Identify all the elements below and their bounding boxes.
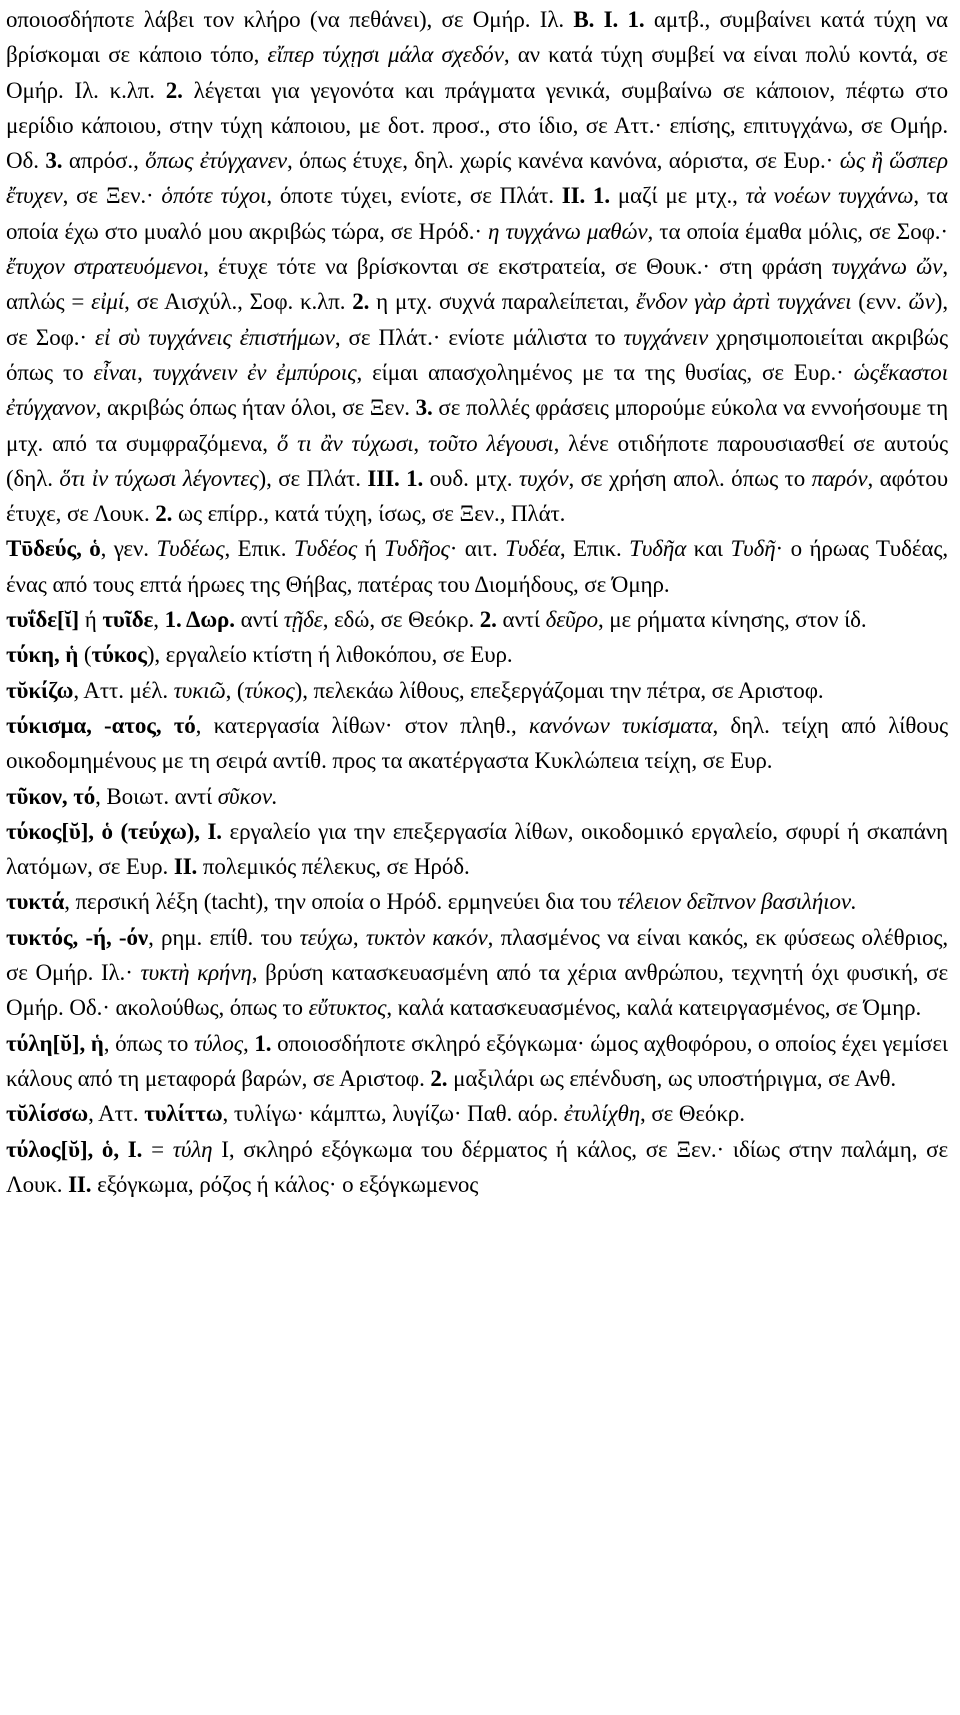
italic-term: τύλος bbox=[193, 1030, 244, 1056]
bold-term: 2. bbox=[352, 289, 370, 315]
entry-text: , bbox=[137, 359, 153, 385]
entry-text: αντί bbox=[234, 607, 284, 633]
entry-text: , όποτε τύχει, ενίοτε, σε Πλάτ. bbox=[266, 183, 562, 209]
italic-term: τυγχάνειν bbox=[623, 324, 709, 350]
entry-text: λέγεται για γεγονότα και πράγματα γενικά, συμβαίνω σε κάποιον, πέφτω στο μερίδιο κάποιου, στην τύχη κάποιου, με δοτ. προσ., στο ίδιο, σε Αττ.· επίσης, επιτυγχάνω, σε Ομήρ. Οδ. bbox=[6, 77, 948, 174]
dictionary-entry-tykos bbox=[6, 814, 948, 885]
entry-text: , περσική λέξη (tacht), την οποία ο Ηρόδ. ερμηνεύει δια του bbox=[64, 889, 618, 915]
entry-text: μαζί με μτχ., bbox=[609, 183, 746, 209]
entry-text: χρησιμοποιείται ακριβώς όπως το bbox=[6, 324, 948, 385]
italic-term: Τυδέος bbox=[293, 536, 358, 562]
entry-text: , Βοιωτ. αντί bbox=[95, 783, 218, 809]
entry-text: απρόσ., bbox=[62, 148, 146, 174]
entry-text: αμτβ., συμβαίνει κατά τύχη να βρίσκομαι σε κάποιο τόπο, bbox=[6, 7, 948, 68]
entry-text: σε πολλές φράσεις μπορούμε εύκολα να εννοήσουμε τη μτχ. από τα συμφραζόμενα, bbox=[6, 395, 948, 456]
italic-term: εἴπερ τύχῃσι μάλα σχεδόν bbox=[267, 42, 504, 68]
italic-term: Τυδέως bbox=[156, 536, 225, 562]
italic-term: τυγχάνειν ἐν ἐμπύροις bbox=[152, 359, 357, 385]
bold-term: τύλος[ῠ], ὁ, I. bbox=[6, 1136, 143, 1162]
italic-term: ὅτι ἰν τύχωσι λέγοντες bbox=[59, 465, 259, 491]
entry-text: , απλώς = bbox=[6, 254, 948, 315]
bold-term: Β. Ι. 1. bbox=[573, 7, 645, 32]
dictionary-entry-tykta bbox=[6, 884, 948, 919]
entry-text: , ακριβώς όπως ήταν όλοι, σε Ξεν. bbox=[95, 395, 416, 421]
italic-term: ἐτυλίχθη bbox=[563, 1101, 641, 1127]
italic-term: ὤν bbox=[908, 289, 935, 315]
italic-term: τυγχάνω ὤν bbox=[831, 254, 943, 280]
entry-text: , αν κατά τύχη συμβεί να είναι πολύ κοντά, σε Ομήρ. Ιλ. κ.λπ. bbox=[6, 42, 948, 103]
entry-text: ή bbox=[79, 607, 103, 633]
entry-text: , βρύση κατασκευασμένη από τα χέρια ανθρώπου, τεχνητή όχι φυσική, σε Ομήρ. Οδ.· ακολούθως, όπως το bbox=[6, 960, 949, 1021]
bold-term: τύκισμα, -ατος, τό bbox=[6, 712, 196, 738]
italic-term: παρόν bbox=[811, 465, 868, 491]
bold-term: 1. bbox=[164, 607, 182, 633]
entry-text: , σε χρήση απολ. όπως το bbox=[568, 465, 812, 491]
entry-text: , bbox=[352, 924, 366, 950]
dictionary-entry-tyide bbox=[6, 602, 948, 637]
entry-text: , λένε οτιδήποτε παρουσιασθεί σε αυτούς (δηλ. bbox=[6, 430, 948, 491]
entry-text: , καλά κατασκευασμένος, καλά κατειργασμένος, σε Όμηρ. bbox=[386, 995, 922, 1021]
entry-text: , σε Αισχύλ., Σοφ. κ.λπ. bbox=[124, 289, 353, 315]
italic-term: τυκτὸν κακόν bbox=[365, 924, 488, 950]
entry-text: , έτυχε τότε να βρίσκονται σε εκστρατεία, σε Θουκ.· στη φράση bbox=[203, 254, 832, 280]
dictionary-entry-tydeus bbox=[6, 531, 948, 602]
entry-text: εργαλείο για την επεξεργασία λίθων, οικοδομικό εργαλείο, σφυρί ή σκαπάνη λατόμων, σε Ευρ. bbox=[6, 818, 948, 880]
bold-term: τυΐδε[ῐ] bbox=[6, 607, 80, 633]
entry-text: οποιοσδήποτε σκληρό εξόγκωμα· ώμος αχθοφόρου, ο οποίος έχει γεμίσει κάλους από τη μεταφορά βαρών, σε Αριστοφ. bbox=[6, 1030, 948, 1091]
italic-term: ὁπότε τύχοι bbox=[161, 183, 267, 209]
italic-term: εὔτυκτος bbox=[308, 995, 387, 1021]
bold-term: 1. bbox=[254, 1030, 272, 1056]
entry-text: εξόγκωμα, ρόζος ή κάλος· ο εξόγκωμενος bbox=[91, 1171, 479, 1197]
bold-term: 3. bbox=[45, 148, 63, 174]
entry-text: = bbox=[142, 1136, 173, 1162]
entry-text: πολεμικός πέλεκυς, σε Ηρόδ. bbox=[197, 854, 470, 880]
italic-term: ὡς ἢ ὥσπερ ἔτυχεν bbox=[6, 148, 948, 209]
entry-text: , Επικ. bbox=[224, 536, 294, 562]
entry-text: , είμαι απασχολημένος με τα της θυσίας, σε Ευρ.· bbox=[356, 359, 854, 385]
bold-term: II. bbox=[173, 854, 198, 880]
entry-text: , δηλ. τείχη από λίθους οικοδομημένους με τη σειρά αντίθ. προς τα ακατέργαστα Κυκλώπεια τείχη, σε Ευρ. bbox=[6, 712, 948, 774]
italic-term: τύκος bbox=[244, 677, 295, 703]
dictionary-entry-tylos bbox=[6, 1132, 948, 1203]
italic-term: ὡςἕκαστοι ἐτύγχανον bbox=[6, 359, 948, 421]
entry-text: (ενν. bbox=[851, 289, 909, 315]
entry-text: , ρημ. επίθ. του bbox=[148, 924, 300, 950]
entry-text: , bbox=[153, 607, 165, 633]
dictionary-entry-tylisso bbox=[6, 1096, 948, 1131]
italic-term: Τυδέα bbox=[505, 536, 560, 562]
italic-term: εἶναι bbox=[93, 359, 138, 385]
bold-term: 2. bbox=[430, 1065, 448, 1091]
bold-term: 2. bbox=[155, 501, 173, 527]
entry-text: ή bbox=[357, 536, 385, 562]
dictionary-entry-tykizo bbox=[6, 673, 948, 708]
entry-text: , ( bbox=[225, 677, 245, 703]
italic-term: δεῦρο bbox=[545, 607, 598, 633]
entry-text: ως επίρρ., κατά τύχη, ίσως, σε Ξεν., Πλάτ. bbox=[172, 501, 566, 527]
entry-text: , εδώ, σε Θεόκρ. bbox=[322, 607, 480, 633]
bold-term: 3. bbox=[415, 395, 433, 421]
dictionary-entry-tyke bbox=[6, 637, 948, 672]
bold-term: τυκτά bbox=[6, 889, 65, 915]
entry-text: , με ρήματα κίνησης, στον ίδ. bbox=[597, 607, 867, 633]
entry-text: η μτχ. συχνά παραλείπεται, bbox=[369, 289, 637, 315]
italic-term: τοῦτο λέγουσι bbox=[427, 430, 554, 456]
dictionary-entry-tykon bbox=[6, 779, 948, 814]
entry-text: ), σε Πλάτ. bbox=[258, 465, 368, 491]
bold-term: 2. bbox=[165, 77, 183, 103]
entry-text: , αφότου έτυχε, σε Λουκ. bbox=[6, 465, 948, 527]
entry-text: ουδ. μτχ. bbox=[423, 465, 519, 491]
entry-text: οποιοσδήποτε λάβει τον κλήρο (να πεθάνει), σε Ομήρ. Ιλ. bbox=[6, 7, 574, 32]
italic-term: Τυδῆα bbox=[629, 536, 687, 562]
bold-term: 2. bbox=[479, 607, 497, 633]
bold-term: II. bbox=[68, 1171, 92, 1197]
entry-text: , κατεργασία λίθων· στον πληθ., bbox=[195, 712, 529, 738]
entry-text: · αιτ. bbox=[449, 536, 506, 562]
italic-term: τυχόν bbox=[518, 465, 569, 491]
dictionary-entry-tygchano-continued bbox=[6, 2, 948, 531]
entry-text: , γεν. bbox=[100, 536, 157, 562]
bold-term: τυῖδε bbox=[102, 607, 154, 633]
italic-term: σῦκον. bbox=[217, 783, 278, 809]
bold-term: τυλίττω bbox=[144, 1101, 223, 1127]
entry-text: , όπως έτυχε, δηλ. χωρίς κανένα κανόνα, αόριστα, σε Ευρ.· bbox=[287, 148, 840, 174]
italic-term: Τυδῆος bbox=[384, 536, 450, 562]
bold-term: τύκος bbox=[91, 642, 147, 668]
italic-term: εἰ σὺ τυγχάνεις ἐπιστήμων bbox=[95, 324, 335, 350]
bold-term: τύκος[ῠ], ὁ (τεύχω), bbox=[6, 818, 200, 844]
italic-term: ἔνδον γὰρ ἀρτὶ τυγχάνει bbox=[636, 289, 852, 315]
italic-term: εἰμί bbox=[91, 289, 125, 315]
entry-text: μαξιλάρι ως επένδυση, ως υποστήριγμα, σε Ανθ. bbox=[447, 1065, 897, 1091]
bold-term: τῦκον, τό bbox=[6, 783, 96, 809]
italic-term: τέλειον δεῖπνον βασιλήιον. bbox=[617, 889, 857, 915]
entry-text: , σε Πλάτ.· ενίοτε μάλιστα το bbox=[334, 324, 624, 350]
bold-term: Δωρ. bbox=[181, 607, 235, 633]
entry-text: , τα οποία έχω στο μυαλό μου ακριβώς τώρα, σε Ηρόδ.· bbox=[6, 183, 948, 244]
italic-term: τύλη bbox=[172, 1136, 213, 1162]
entry-text: , Αττ. bbox=[88, 1101, 145, 1127]
bold-term: Τῡδεύς, ὁ bbox=[6, 536, 101, 562]
italic-term: ἔτυχον στρατευόμενοι bbox=[6, 254, 204, 280]
italic-term: τεύχω bbox=[299, 924, 353, 950]
italic-term: Τυδῆ bbox=[730, 536, 776, 562]
entry-text: · ο ήρωας Τυδέας, ένας από τους επτά ήρωες της Θήβας, πατέρας του Διομήδους, σε Όμηρ. bbox=[6, 536, 948, 597]
italic-term: τυκτὴ κρήνη bbox=[140, 960, 252, 986]
bold-term: I. bbox=[207, 818, 222, 844]
entry-text: ), σε Σοφ.· bbox=[6, 289, 949, 350]
entry-text: , Αττ. μέλ. bbox=[73, 677, 174, 703]
italic-term: τὰ νοέων τυγχάνω bbox=[745, 183, 914, 209]
entry-text: , Επικ. bbox=[559, 536, 630, 562]
bold-term: III. 1. bbox=[367, 465, 424, 491]
italic-term: ὅ τι ἂν τύχωσι bbox=[276, 430, 414, 456]
italic-term: κανόνων τυκίσματα bbox=[528, 712, 713, 738]
bold-term: τυκτός, -ή, -όν bbox=[6, 924, 149, 950]
entry-text: , σε Θεόκρ. bbox=[640, 1101, 745, 1127]
bold-term: τύλη[ῠ], ἡ bbox=[6, 1030, 104, 1056]
bold-term: τῠλίσσω bbox=[6, 1101, 89, 1127]
italic-term: τυκιῶ bbox=[173, 677, 226, 703]
entry-text: ( bbox=[78, 642, 92, 668]
entry-text: αντί bbox=[496, 607, 546, 633]
bold-term: τύκη, ἡ bbox=[6, 642, 79, 668]
entry-text: , τυλίγω· κάμπτω, λυγίζω· Παθ. αόρ. bbox=[222, 1101, 564, 1127]
italic-term: η τυγχάνω μαθών bbox=[488, 218, 648, 244]
entry-text: και bbox=[686, 536, 731, 562]
italic-term: τῇδε bbox=[283, 607, 323, 633]
dictionary-entry-tykisma bbox=[6, 708, 948, 779]
entry-text: , bbox=[243, 1030, 255, 1056]
entry-text: , όπως το bbox=[103, 1030, 194, 1056]
italic-term: ὅπως ἐτύγχανεν bbox=[145, 148, 288, 174]
entry-text: , σε Ξεν.· bbox=[62, 183, 162, 209]
bold-term: τῠκίζω bbox=[6, 677, 74, 703]
entry-text: , bbox=[413, 430, 428, 456]
entry-text: I, σκληρό εξόγκωμα του δέρματος ή κάλος, σε Ξεν.· ιδίως στην παλάμη, σε Λουκ. bbox=[6, 1136, 949, 1197]
dictionary-entry-tyle bbox=[6, 1026, 948, 1097]
bold-term: II. 1. bbox=[561, 183, 610, 209]
dictionary-entry-tyktos bbox=[6, 920, 948, 1026]
entry-text: , πλασμένος να είναι κακός, εκ φύσεως ολέθριος, σε Ομήρ. Ιλ.· bbox=[6, 924, 949, 986]
entry-text: , τα οποία έμαθα μόλις, σε Σοφ.· bbox=[647, 218, 948, 244]
entry-text: ), εργαλείο κτίστη ή λιθοκόπου, σε Ευρ. bbox=[146, 642, 513, 668]
entry-text: ), πελεκάω λίθους, επεξεργάζομαι την πέτρα, σε Αριστοφ. bbox=[294, 677, 824, 703]
